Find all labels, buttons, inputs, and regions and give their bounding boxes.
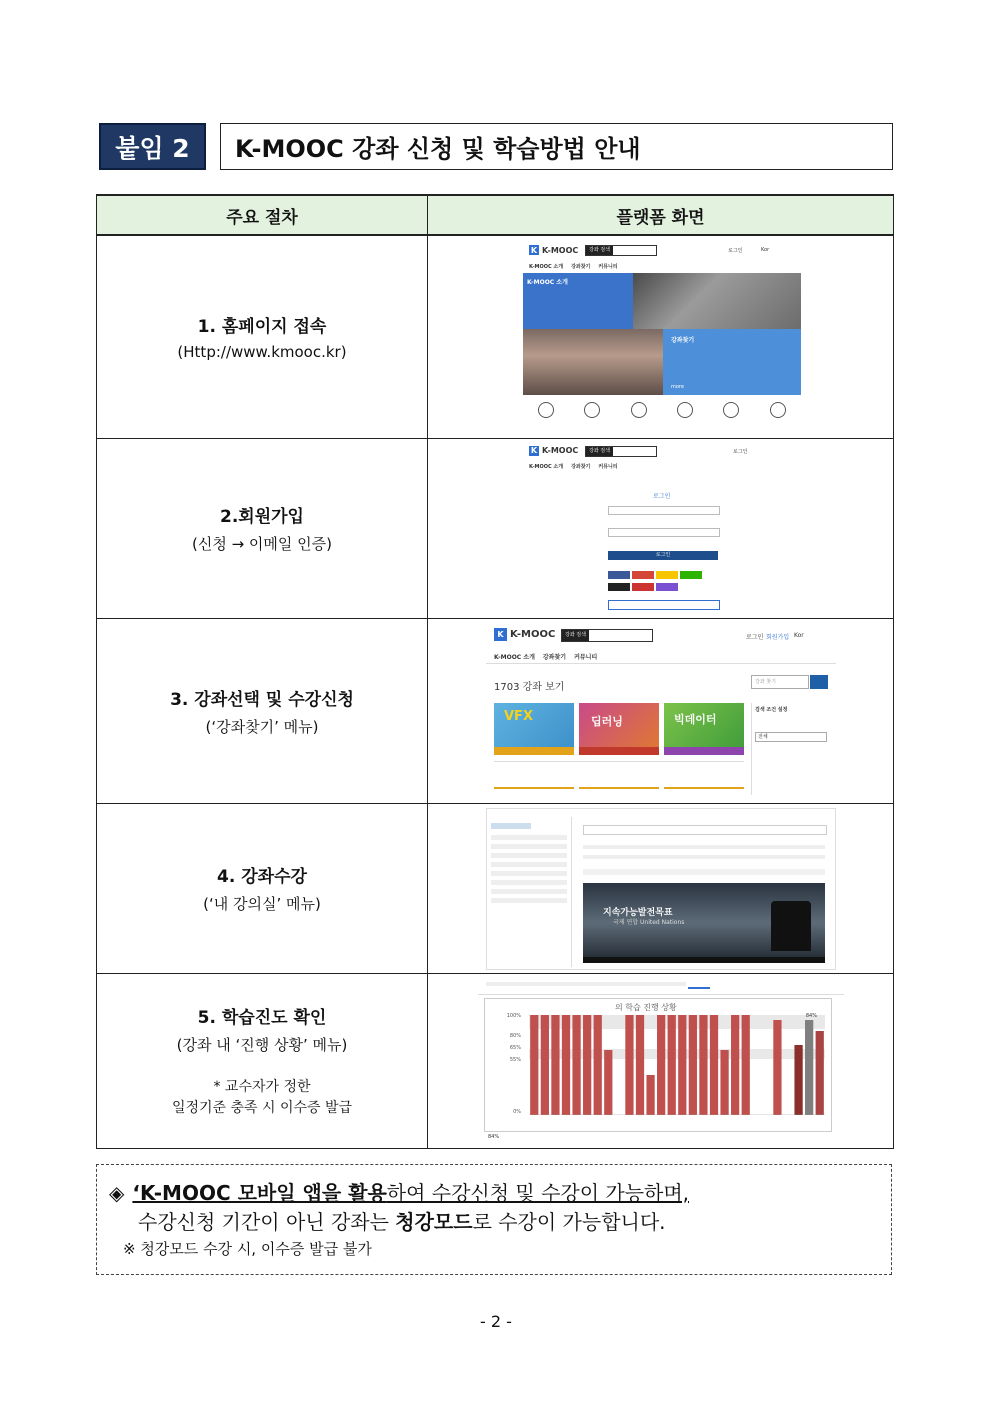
progress-footer-label: 84% [488, 1133, 500, 1140]
screenshot-cell [428, 438, 894, 618]
nav-item[interactable]: 커뮤니티 [598, 463, 618, 470]
progress-bar [562, 1015, 570, 1115]
category-icon[interactable] [584, 402, 600, 418]
col-header-procedure: 주요 절차 [97, 195, 428, 235]
category-icon[interactable] [770, 402, 786, 418]
step-note: * 교수자가 정한 일정기준 충족 시 이수증 발급 [171, 1078, 353, 1116]
category-icon[interactable] [677, 402, 693, 418]
login-button[interactable]: 로그인 [608, 551, 718, 560]
intro-panel: K-MOOC 소개 [523, 273, 633, 329]
progress-bar [646, 1075, 654, 1115]
table-row [97, 618, 894, 803]
social-button[interactable] [632, 583, 654, 591]
nav-item[interactable]: 강좌찾기 [571, 463, 591, 470]
progress-bar [636, 1015, 644, 1115]
progress-screenshot [478, 978, 844, 1144]
lecture-pager[interactable] [583, 825, 827, 835]
progress-bar [551, 1015, 559, 1115]
table-row [97, 803, 894, 973]
hero-photo [633, 273, 801, 329]
kmooc-logo: K K-MOOC [494, 628, 555, 641]
lang-kor[interactable]: Kor [794, 631, 804, 639]
step-sub: (강좌 내 ‘진행 상황’ 메뉴) [176, 1035, 348, 1054]
progress-bar [572, 1015, 580, 1115]
col-header-platform: 플랫폼 화면 [428, 195, 894, 235]
login-link[interactable]: 로그인 [746, 633, 764, 641]
progress-bar [657, 1015, 665, 1115]
progress-bar [731, 1015, 739, 1115]
table-row [97, 235, 894, 438]
screenshot-cell [428, 235, 894, 438]
step-cell [97, 973, 428, 1148]
step-sub: (‘내 강의실’ 메뉴) [203, 895, 321, 913]
search-input[interactable]: 강좌 검색 [561, 629, 653, 642]
nav-item[interactable]: K-MOOC 소개 [529, 463, 564, 470]
login-link[interactable]: 로그인 [733, 448, 748, 455]
progress-bar [794, 1045, 802, 1115]
step-cell [97, 235, 428, 438]
table-row [97, 973, 894, 1148]
step-sub: (Http://www.kmooc.kr) [177, 343, 347, 362]
step-title: 5. 학습진도 확인 [197, 1007, 327, 1028]
signup-screenshot [523, 443, 801, 615]
notice-box [96, 1164, 892, 1275]
table-row [97, 438, 894, 618]
step-title: 1. 홈페이지 접속 [197, 317, 327, 338]
step-sub: (‘강좌찾기’ 메뉴) [205, 717, 319, 736]
category-icon[interactable] [631, 402, 647, 418]
social-button[interactable] [632, 571, 654, 579]
page-number: - 2 - [480, 1312, 512, 1331]
progress-bar [816, 1031, 824, 1115]
course-search-panel: 강좌찾기 more [663, 329, 801, 395]
category-icon[interactable] [538, 402, 554, 418]
search-input[interactable]: 강좌 검색 [585, 245, 657, 256]
course-cards [494, 703, 749, 795]
progress-bar [720, 1050, 728, 1115]
login-heading: 로그인 [653, 492, 671, 500]
nav-item[interactable]: 강좌찾기 [571, 264, 591, 270]
nav-item[interactable]: K-MOOC 소개 [529, 264, 564, 270]
social-login-buttons [608, 571, 718, 593]
course-card[interactable]: 빅데이터 [664, 703, 744, 755]
homepage-screenshot [523, 242, 801, 432]
login-link[interactable]: 로그인 [728, 248, 743, 254]
notice-line-3: ※ 청강모드 수강 시, 이수증 발급 불가 [123, 1240, 372, 1258]
lecture-sidebar [487, 817, 572, 967]
lecture-video[interactable]: 지속가능발전목표 국제 연합 United Nations [583, 883, 825, 963]
progress-title: 의 학습 진행 상황 [615, 1002, 677, 1012]
course-tabs [478, 978, 844, 995]
social-button[interactable] [656, 571, 678, 579]
social-button[interactable] [680, 571, 702, 579]
course-card[interactable]: 딥러닝 [579, 703, 659, 755]
category-icon[interactable] [723, 402, 739, 418]
class-photo [523, 329, 663, 395]
social-button[interactable] [608, 583, 630, 591]
progress-bar [773, 1020, 781, 1115]
nav-item[interactable]: 커뮤니티 [598, 264, 618, 270]
course-search-input[interactable]: 강좌 찾기 [751, 675, 809, 689]
progress-bar [541, 1015, 549, 1115]
progress-bar [699, 1015, 707, 1115]
nav-bar [494, 652, 597, 661]
nav-item[interactable]: 커뮤니티 [574, 653, 598, 661]
appendix-badge: 붙임 2 [99, 123, 206, 170]
step-title: 3. 강좌선택 및 수강신청 [170, 689, 354, 710]
progress-chart-frame [484, 998, 832, 1132]
progress-bars [529, 1012, 825, 1115]
category-icons [523, 402, 801, 418]
signup-link[interactable]: 회원가입 [766, 633, 790, 641]
progress-bar [594, 1015, 602, 1115]
screenshot-cell [428, 973, 894, 1148]
progress-bar [805, 1020, 813, 1115]
step-title: 2.회원가입 [220, 507, 304, 527]
kmooc-logo: K K-MOOC [530, 446, 579, 455]
social-button[interactable] [656, 583, 678, 591]
progress-bar [678, 1015, 686, 1115]
step-cell [97, 618, 428, 803]
screenshot-cell [428, 618, 894, 803]
search-input[interactable]: 강좌 검색 [585, 446, 657, 457]
progress-bar [742, 1015, 750, 1115]
step-cell [97, 803, 428, 973]
progress-axis: 100% 80% 65% 55% 0% [506, 1012, 521, 1115]
procedure-table [96, 194, 894, 1149]
progress-bar [625, 1015, 633, 1115]
progress-bar [689, 1015, 697, 1115]
search-button[interactable] [810, 675, 828, 689]
nav-bar [529, 263, 618, 270]
filter-panel: 검색 조건 설정 전체 [751, 703, 830, 795]
kmooc-logo: K K-MOOC [530, 245, 579, 255]
signup-button[interactable] [608, 600, 720, 610]
progress-bar [604, 1050, 612, 1115]
nav-item[interactable]: 강좌찾기 [542, 653, 567, 661]
step-sub: (신청 → 이메일 인증) [191, 535, 332, 553]
course-card[interactable]: VFX [494, 703, 574, 755]
nav-bar [529, 463, 618, 470]
password-field[interactable] [608, 528, 720, 537]
progress-bar [668, 1015, 676, 1115]
screenshot-cell [428, 803, 894, 973]
page-title: K-MOOC 강좌 신청 및 학습방법 안내 [220, 123, 893, 170]
notice-line-2: 수강신청 기간이 아닌 강좌는 청강모드로 수강이 가능합니다. [138, 1210, 666, 1234]
course-count: 1703 강좌 보기 [494, 681, 565, 693]
step-cell [97, 438, 428, 618]
course-list-screenshot [486, 623, 836, 798]
progress-total-label: 84% [805, 1012, 817, 1019]
tab-progress[interactable] [688, 981, 710, 989]
nav-item[interactable]: K-MOOC 소개 [494, 653, 535, 661]
social-button[interactable] [608, 571, 630, 579]
progress-bar [710, 1015, 718, 1115]
lang-kor[interactable]: Kor [761, 247, 770, 253]
notice-line-1: ◈ ‘K-MOOC 모바일 앱을 활용하여 수강신청 및 수강이 가능하며, [109, 1181, 690, 1205]
progress-bar [583, 1015, 591, 1115]
email-field[interactable] [608, 506, 720, 515]
lecture-screenshot [486, 808, 836, 970]
step-title: 4. 강좌수강 [217, 867, 307, 887]
progress-bar [530, 1015, 538, 1115]
filter-select[interactable]: 전체 [755, 732, 827, 742]
